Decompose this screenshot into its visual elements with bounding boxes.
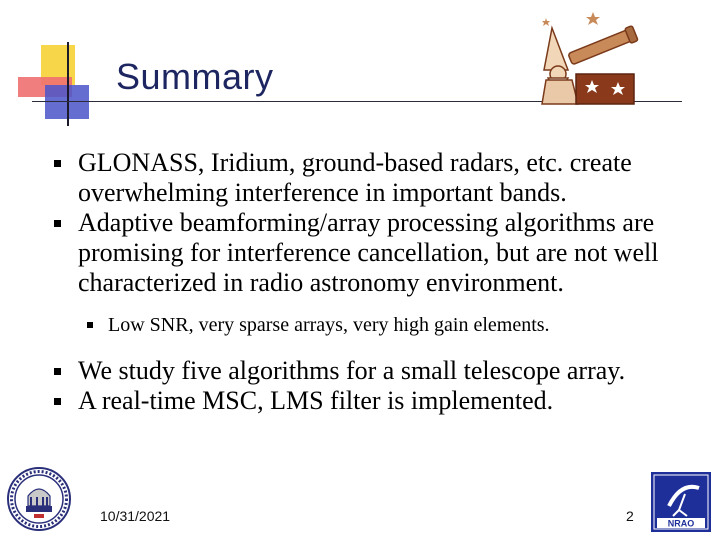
bullet-square-icon <box>54 398 61 405</box>
bullet-square-icon <box>54 160 61 167</box>
svg-text:NRAO: NRAO <box>667 518 695 529</box>
bullet-item <box>48 386 688 416</box>
bullet-text: GLONASS, Iridium, ground-based radars, etc. create overwhelming interference in important bands. <box>78 148 632 207</box>
slide-number: 2 <box>626 508 634 524</box>
bullet-square-icon <box>54 220 61 227</box>
slide-title: Summary <box>116 56 274 97</box>
bullet-square-icon <box>87 322 93 328</box>
title-decoration-vertical-line <box>67 42 69 126</box>
bullet-text: A real-time MSC, LMS filter is implemented. <box>78 386 554 415</box>
footer-date: 10/31/2021 <box>100 508 171 524</box>
bullet-list <box>48 148 688 416</box>
nrao-logo <box>651 472 711 532</box>
university-seal-logo <box>6 466 72 532</box>
sub-bullet-text: Low SNR, very sparse arrays, very high gain elements. <box>108 314 550 336</box>
wizard-telescope-icon <box>538 8 648 108</box>
bullet-item <box>48 208 688 298</box>
bullet-item <box>48 356 688 386</box>
sub-bullet-item <box>48 312 688 338</box>
bullet-text: Adaptive beamforming/array processing algorithms are promising for interference cancellation, but are not well characterized in radio astronomy environment. <box>78 208 659 297</box>
bullet-item <box>48 148 688 208</box>
bullet-square-icon <box>54 368 61 375</box>
bullet-text: We study five algorithms for a small telescope array. <box>78 356 626 385</box>
